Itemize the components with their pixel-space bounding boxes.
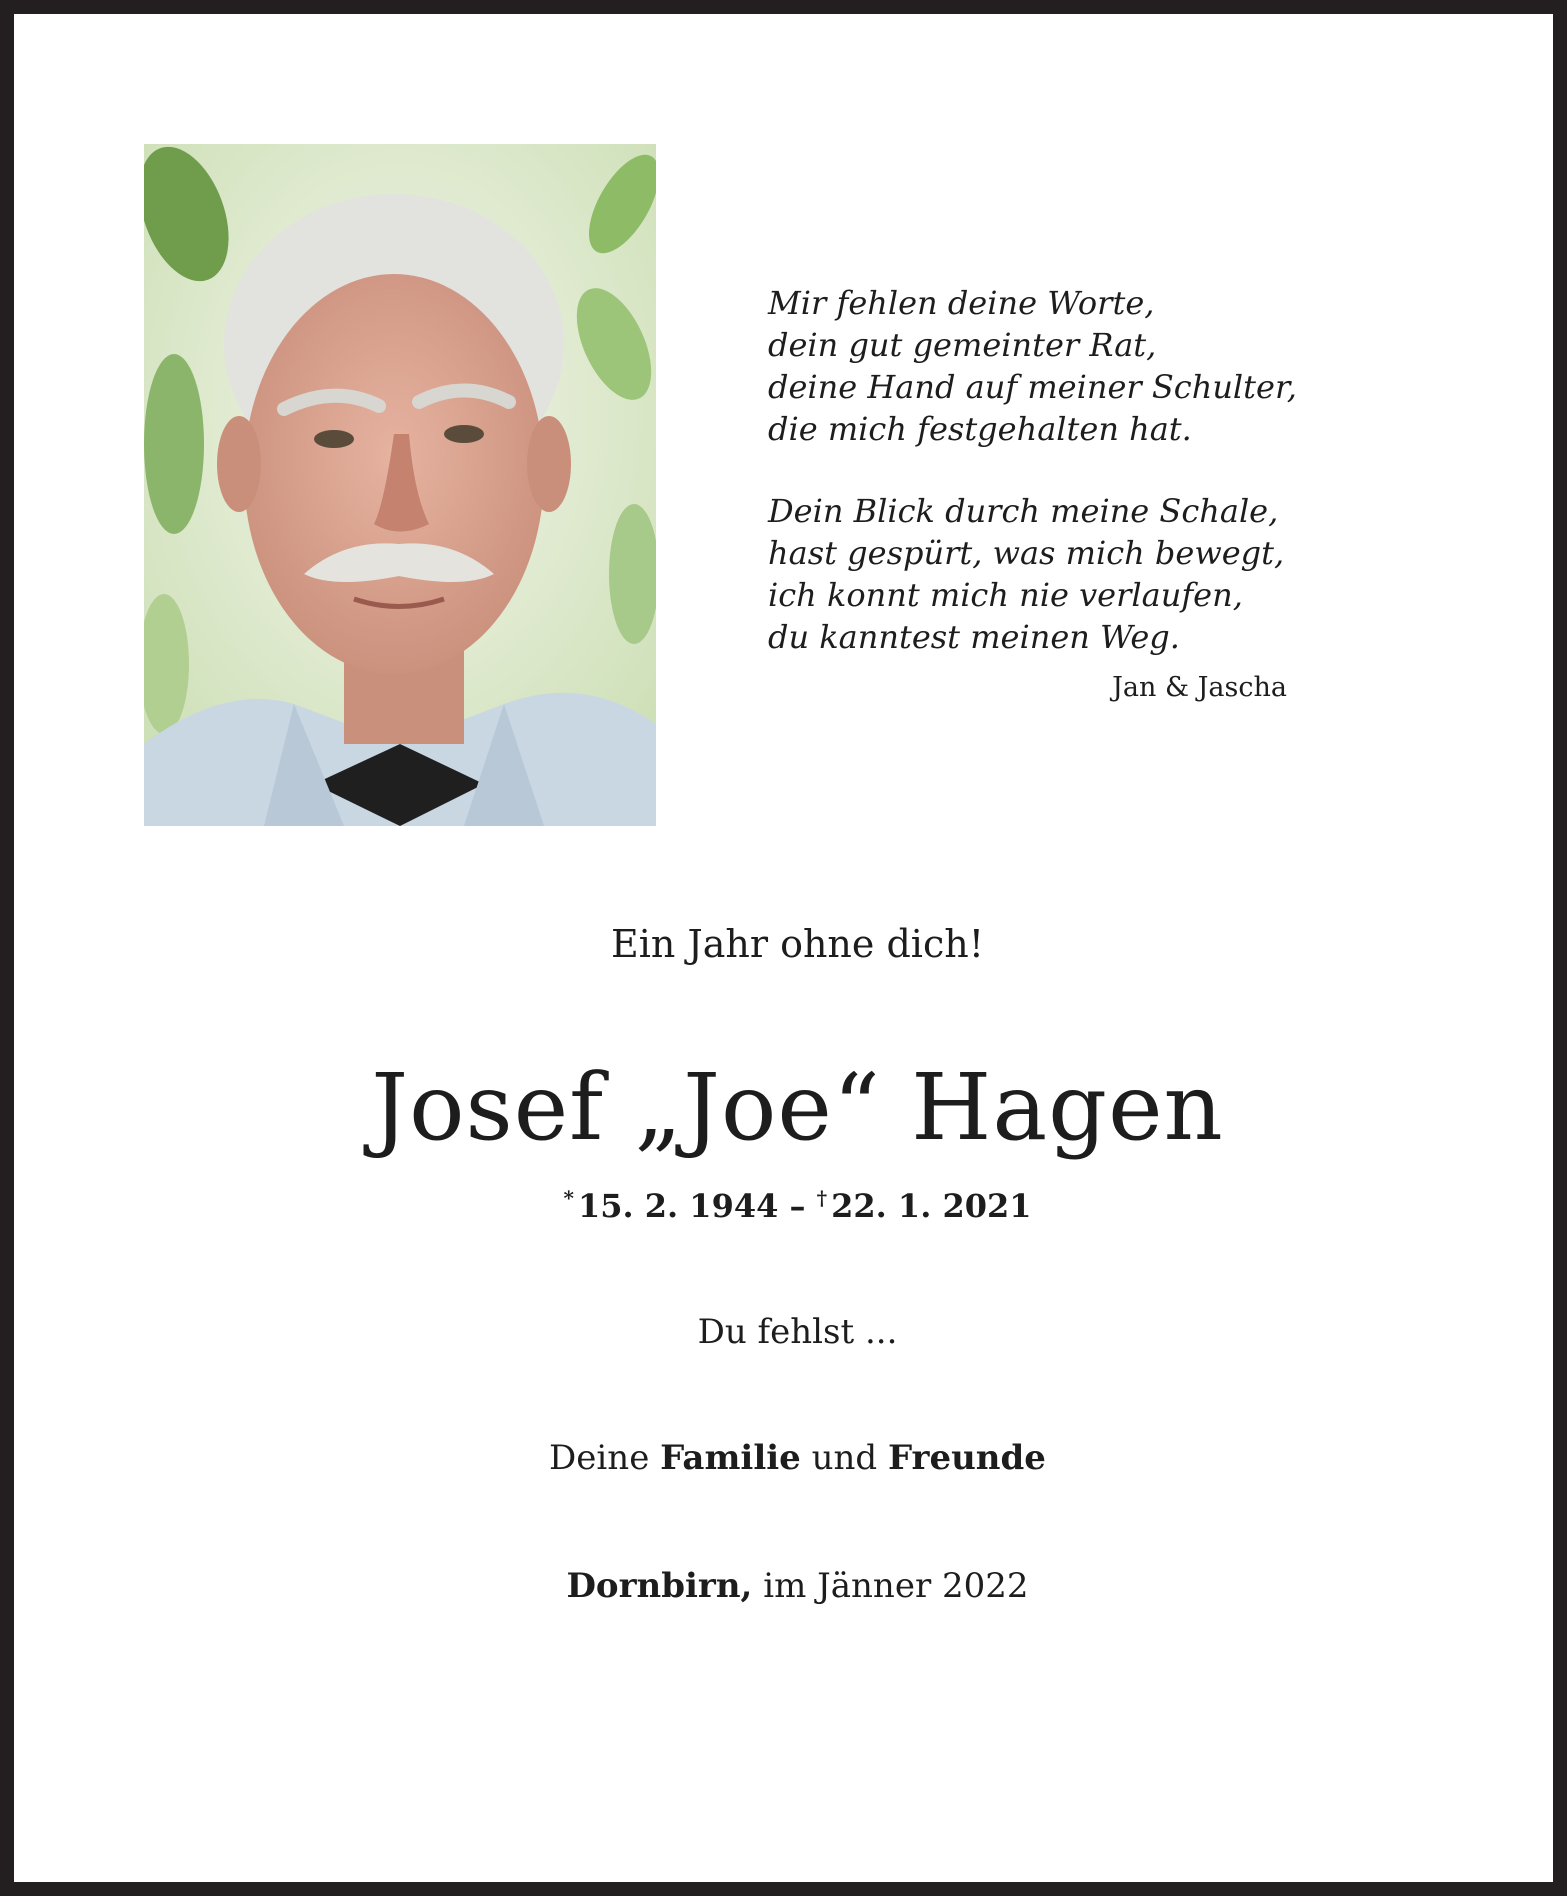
life-dates [14, 1186, 1567, 1225]
signoff-prefix: Deine [549, 1438, 661, 1478]
death-cross-icon: † [816, 1186, 828, 1210]
poem-line: dein gut gemeinter Rat, [768, 326, 1157, 364]
poem-line: ich konnt mich nie verlaufen, [768, 576, 1243, 614]
death-date: 22. 1. 2021 [831, 1187, 1032, 1225]
poem-line: hast gespürt, was mich bewegt, [768, 534, 1285, 572]
poem-signature: Jan & Jascha [1112, 672, 1287, 703]
poem-line: deine Hand auf meiner Schulter, [768, 368, 1297, 406]
signoff-middle: und [800, 1438, 888, 1478]
intro-text: Ein Jahr ohne dich! [611, 922, 984, 966]
portrait-photo [144, 144, 656, 826]
deceased-name: Josef „Joe“ Hagen [371, 1054, 1224, 1161]
birth-date: 15. 2. 1944 [577, 1187, 779, 1225]
poem-stanza-1 [768, 282, 1328, 450]
place-and-date [14, 1566, 1567, 1606]
signoff [14, 1438, 1567, 1478]
place-city: Dornbirn, [566, 1566, 753, 1606]
place-date: im Jänner 2022 [752, 1566, 1029, 1606]
date-separator: – [778, 1187, 817, 1225]
poem-line: du kanntest meinen Weg. [768, 618, 1180, 656]
signoff-friends: Freunde [888, 1438, 1046, 1478]
message-text: Du fehlst ... [697, 1312, 898, 1352]
poem-stanza-2 [768, 490, 1328, 658]
signoff-family: Familie [660, 1438, 801, 1478]
birth-star-icon: * [563, 1186, 574, 1210]
poem [768, 282, 1328, 698]
poem-line: Dein Blick durch meine Schale, [768, 492, 1279, 530]
portrait-photo-icon [144, 144, 656, 826]
poem-line: Mir fehlen deine Worte, [768, 284, 1155, 322]
poem-line: die mich festgehalten hat. [768, 410, 1192, 448]
